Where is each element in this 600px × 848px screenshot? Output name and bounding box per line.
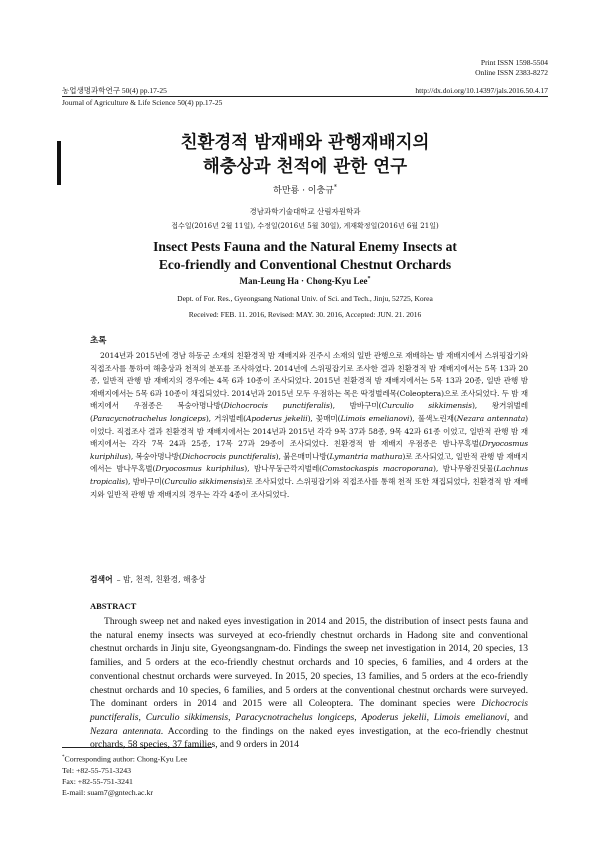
fax: Fax: +82-55-751-3241 bbox=[62, 776, 133, 786]
text-run: )로 조사되었다. 스위핑잡기와 직접조사를 통해 천적 또한 채집되었다, 친환경적 밤 재배지와 일반적 관행 밤 재배지의 경우는 각각 4종이 조사되었다. bbox=[90, 476, 528, 499]
email[interactable]: E-mail: suam7@gntech.ac.kr bbox=[62, 787, 153, 797]
journal-header bbox=[62, 86, 167, 97]
species-name: Curculio sikkimensis bbox=[164, 476, 243, 486]
title-sidebar-bar bbox=[57, 141, 61, 185]
species-name: Apoderus jekelii bbox=[361, 711, 427, 723]
species-name: Apoderus jekelii bbox=[245, 413, 308, 423]
abstract-en-text bbox=[90, 615, 528, 752]
species-name: Curculio sikkimensis bbox=[145, 711, 229, 723]
species-name: Dichocrocis punctiferalis bbox=[90, 698, 528, 723]
doi-link[interactable]: http://dx.doi.org/10.14397/jals.2016.50.4.17 bbox=[415, 86, 548, 95]
text-run: , and bbox=[506, 711, 529, 723]
title-ko bbox=[62, 131, 548, 179]
title-en-line1: Insect Pests Fauna and the Natural Enemy Insects at bbox=[153, 239, 457, 254]
text-run: 2014년과 2015년에 경남 하동군 소재의 친환경적 밤 재배지와 진주시 소재의 일반 관행으로 재배하는 밤 재배지에서 스위핑잡기와 직접조사를 통하여 해충상과 천적의 분포를 조사하였다. 2014년에 스위핑잡기로 조사한 결과 친환경적 밤 재배지에서는 5목 13과 20종, 일반적 관행 밤 재배지의 경우에는 4목 6과 10종이 조사되었다. 2015년 친환경적 밤 재배지에서는 5목 13과 20종, 일반 관행 밤 재배지에서는 5목 6과 10종이 채집되었다. 2014년과 2015년 모두 우점하는 목은 딱정벌레목(Coleoptera)으로 조사되었다. 두 밤 재배지에서 우점종은 복숭아명나방( bbox=[90, 351, 528, 411]
text-run: , bbox=[426, 711, 434, 723]
species-name: Limois emelianovi bbox=[433, 711, 507, 723]
abstract-en-heading: ABSTRACT bbox=[90, 601, 137, 611]
text-run: ), 풀색노린재( bbox=[409, 413, 457, 423]
text-run: ), 밤나무둥근깍지벌레( bbox=[244, 464, 322, 474]
journal-name-ko: 농업생명과학연구 50(4) pp.17-25 bbox=[62, 86, 167, 95]
species-name: Dryocosmus kuriphilus bbox=[90, 439, 528, 461]
species-name: Dichocrocis punctiferalis bbox=[223, 401, 330, 411]
text-run: Through sweep net and naked eyes investigation in 2014 and 2015, the distribution of insect pests fauna and the natural enemy insects was surveyed at eco-friendly chestnut orchards in Hadong site and conventional chestnut orchards in Jinju site, Gyeongsangnam-do. Findings the sweep net investigation in 2014, 20 species, 13 families, and 5 orders at the eco-friendly chestnut orchards and 10 species, 6 families, and 4 orders at the conventional chestnut orchards were surveyed. In 2015, 20 species, 13 families, and 5 orders at the eco-friendly chestnut orchards and 10 species, 6 families, and 5 orders at the conventional chestnut orchards were surveyed. The dominant orders in 2014 and 2015 were all Coleoptera. The dominant species were bbox=[90, 616, 528, 710]
authors-ko-mark: * bbox=[333, 184, 337, 191]
abstract-ko-text bbox=[90, 350, 528, 501]
footnote-rule bbox=[62, 747, 212, 748]
text-run: ), 왕거위벌레( bbox=[90, 401, 528, 423]
text-run: ), 밤바구미( bbox=[329, 401, 382, 411]
authors-en-mark: * bbox=[367, 276, 371, 282]
text-run: According to the findings on the naked eyes investigation, at the eco-friendly chestnut orchards, 58 species, 37 families, and 9 orders in 2014 bbox=[90, 725, 528, 751]
text-run: ), 밤나무왕진딧물( bbox=[432, 464, 497, 474]
text-run: , bbox=[228, 711, 236, 723]
text-run: ), 복숭아명나방( bbox=[127, 451, 182, 461]
species-name: Comstockaspis macroporana bbox=[322, 464, 433, 474]
text-run: )로 조사되었고, 일반적 관행 밤 재배지에서는 밤나무혹벌( bbox=[90, 451, 528, 474]
species-name: Nezara antennata. bbox=[90, 725, 164, 737]
dates-ko: 접수일(2016년 2월 11일), 수정일(2016년 5월 30일), 게재확정일(2016년 6월 21일) bbox=[171, 222, 439, 230]
text-run: )이었다. 직접조사 결과 친환경적 밤 재배지에서는 2014년과 2015년 각각 9목 37과 58종, 9목 42과 61종 이었고, 일반적 관행 밤 재배지에서는 각각 7목 24과 25종, 17목 27과 29종이 조사되었다. 친환경적 밤 재배지 우점종은 밤나무혹벌( bbox=[90, 413, 529, 449]
authors-ko-names: 하만룡 · 이충규 bbox=[273, 186, 334, 196]
species-name: Nezara antennata bbox=[456, 413, 526, 423]
online-issn: Online ISSN 2383-8272 bbox=[475, 68, 548, 77]
title-ko-line1: 친환경적 밤재배와 관행재배지의 bbox=[180, 133, 430, 153]
title-en bbox=[62, 238, 548, 274]
species-name: Paracycnotrachelus longiceps bbox=[235, 711, 355, 723]
text-run: ), 꽃매미( bbox=[307, 413, 341, 423]
tel: Tel: +82-55-751-3243 bbox=[62, 765, 132, 775]
affiliation-ko: 경남과학기술대학교 산림자원학과 bbox=[249, 207, 361, 216]
corresponding-author bbox=[62, 752, 187, 765]
species-name: Paracycnotrachelus longiceps bbox=[92, 413, 206, 423]
keywords-text: – 밤, 천적, 친환경, 해충상 bbox=[116, 575, 206, 584]
footnote-mark: * bbox=[62, 755, 65, 760]
keywords-label: 검색어 bbox=[90, 575, 113, 584]
text-run: ), 붉은매미나방( bbox=[275, 451, 330, 461]
dates-en: Received: FEB. 11. 2016, Revised: MAY. 30. 2016, Accepted: JUN. 21. 2016 bbox=[188, 310, 422, 319]
species-name: Dichocrocis punctiferalis bbox=[181, 451, 276, 461]
title-ko-line2: 해충상과 천적에 관한 연구 bbox=[202, 157, 408, 177]
affiliation-en: Dept. of For. Res., Gyeongsang National Univ. of Sci. and Tech., Jinju, 52725, Korea bbox=[177, 294, 433, 303]
text-run: , bbox=[138, 711, 146, 723]
issn-block bbox=[475, 58, 548, 78]
species-name: Lymantria mathura bbox=[329, 451, 403, 461]
header-rule bbox=[62, 96, 548, 97]
print-issn: Print ISSN 1598-5504 bbox=[480, 58, 548, 67]
species-name: Limois emelianovi bbox=[340, 413, 410, 423]
species-name: Curculio sikkimensis bbox=[381, 401, 472, 411]
authors-ko bbox=[62, 183, 548, 196]
keywords-ko bbox=[90, 574, 206, 585]
footnote bbox=[62, 752, 187, 798]
abstract-ko-heading: 초록 bbox=[90, 336, 107, 346]
species-name: Dryocosmus kuriphilus bbox=[155, 464, 245, 474]
species-name: Lachnus tropicalis bbox=[90, 464, 528, 486]
text-run: , bbox=[354, 711, 362, 723]
corresponding-author-text: Corresponding author: Chong-Kyu Lee bbox=[64, 754, 188, 764]
text-run: ), 밤바구미( bbox=[125, 476, 165, 486]
text-run: ), 거위벌레( bbox=[205, 413, 246, 423]
authors-en-names: Man-Leung Ha · Chong-Kyu Lee bbox=[239, 276, 368, 286]
journal-name-en: Journal of Agriculture & Life Science 50(4) pp.17-25 bbox=[62, 98, 223, 107]
title-en-line2: Eco-friendly and Conventional Chestnut Orchards bbox=[158, 257, 452, 272]
authors-en bbox=[62, 276, 548, 286]
